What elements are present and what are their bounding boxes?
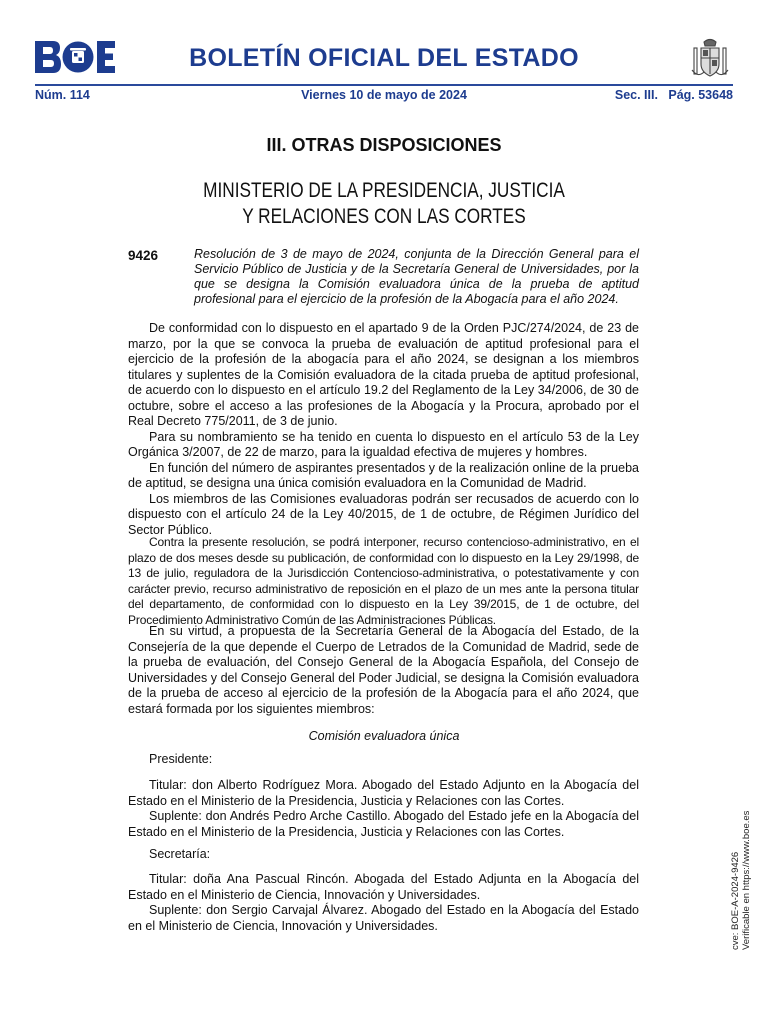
body-block-recurso [128, 535, 639, 628]
gazette-title: BOLETÍN OFICIAL DEL ESTADO [189, 44, 579, 72]
paragraph: Contra la presente resolución, se podrá interponer, recurso contencioso-administrativo, en el plazo de dos meses desde su publicación, de conformidad con lo dispuesto en la Ley 29/1998, de 13 de julio, reguladora de la Jurisdicción Contencioso-administrativa, o potestativamente y con carácter previo, recurso administrativo de reposición en el plazo de un mes ante la persona titular del departamento, de conformidad con lo dispuesto en la Ley 39/2015, de 1 de octubre, del Procedimiento Administrativo Común de las Administraciones Públicas. [128, 535, 639, 627]
issue-number: Núm. 114 [35, 88, 90, 102]
paragraph: Los miembros de las Comisiones evaluadoras podrán ser recusados de acuerdo con lo dispuesto con el artículo 24 de la Ley 40/2015, de 1 de octubre, de Régimen Jurídico del Sector Público. [128, 491, 639, 537]
presidente-label: Presidente: [149, 752, 213, 766]
issue-date: Viernes 10 de mayo de 2024 [301, 88, 467, 102]
paragraph: En su virtud, a propuesta de la Secretaría General de la Abogacía del Estado, de la Consejería de la que depende el Cuerpo de Letrados de la Comunidad de Madrid, sede de la prueba de evaluación, del Consejo General de la Abogacía Española, del Consejo de Universidades y del Consejo General del Poder Judicial, se designa la Comisión evaluadora de la prueba de acceso al ejercicio de la profesión de la Abogacía para el año 2024, que estará formada por los siguientes miembros: [128, 624, 639, 716]
coat-of-arms-icon [690, 38, 730, 80]
secretaria-suplente: Suplente: don Sergio Carvajal Álvarez. Abogado del Estado en la Abogacía del Estado en el Ministerio de Ciencia, Innovación y Universidades. [128, 903, 639, 933]
section-page: Sec. III. Pág. 53648 [614, 88, 733, 102]
body-block-1 [128, 321, 639, 538]
cve-code: cve: BOE-A-2024-9426 [730, 851, 741, 950]
verify-url[interactable]: Verificable en https://www.boe.es [741, 810, 752, 950]
body-block-virtud [128, 624, 639, 717]
presidente-titular: Titular: don Alberto Rodríguez Mora. Abogado del Estado Adjunto en la Abogacía del Estado en el Ministerio de la Presidencia, Justicia y Relaciones con las Cortes. [128, 778, 639, 808]
presidente-suplente: Suplente: don Andrés Pedro Arche Castillo. Abogado del Estado jefe en la Abogacía del Estado en el Ministerio de la Presidencia, Justicia y Relaciones con las Cortes. [128, 809, 639, 839]
secretaria-label-block [128, 847, 639, 863]
presidente-block [128, 778, 639, 840]
ministry-line-2: Y RELACIONES CON LAS CORTES [242, 205, 526, 228]
paragraph: En función del número de aspirantes presentados y de la realización online de la prueba de aptitud, se designa una única comisión evaluadora en la Comunidad de Madrid. [128, 460, 639, 490]
resolution-number: 9426 [128, 248, 159, 263]
ministry-title [69, 178, 699, 230]
paragraph: Para su nombramiento se ha tenido en cuenta lo dispuesto en el artículo 53 de la Ley Orgánica 3/2007, de 22 de marzo, para la igualdad efectiva de mujeres y hombres. [128, 429, 639, 459]
cve-sidebar [730, 811, 752, 950]
paragraph: De conformidad con lo dispuesto en el apartado 9 de la Orden PJC/274/2024, de 23 de marzo, por la que se convoca la prueba de evaluación de aptitud profesional para el ejercicio de la profesión de la abogacía para el año 2024, se designan a los miembros titulares y suplentes de la Comisión evaluadora de la citada prueba de aptitud profesional, de acuerdo con lo dispuesto en el artículo 19.2 del Reglamento de la Ley 34/2006, de 30 de octubre, sobre el acceso a las profesiones de la Abogacía y la Procura, aprobado por el Real Decreto 775/2011, de 3 de junio. [128, 321, 639, 428]
section-title: III. OTRAS DISPOSICIONES [266, 135, 502, 155]
secretaria-titular: Titular: doña Ana Pascual Rincón. Abogada del Estado Adjunta en la Abogacía del Estado en el Ministerio de Ciencia, Innovación y Universidades. [128, 872, 639, 902]
header-rule [35, 84, 733, 86]
commission-heading: Comisión evaluadora única [308, 729, 460, 743]
resolution-title: Resolución de 3 de mayo de 2024, conjunta de la Dirección General para el Servicio Público de Justicia y de la Secretaría General de Universidades, por la que se designa la Comisión evaluadora única de la prueba de aptitud profesional para el ejercicio de la profesión de la Abogacía para el año 2024. [194, 247, 639, 306]
secretaria-block [128, 872, 639, 934]
ministry-line-1: MINISTERIO DE LA PRESIDENCIA, JUSTICIA [203, 179, 565, 202]
secretaria-label: Secretaría: [149, 847, 211, 861]
presidente-label-block [128, 752, 639, 768]
